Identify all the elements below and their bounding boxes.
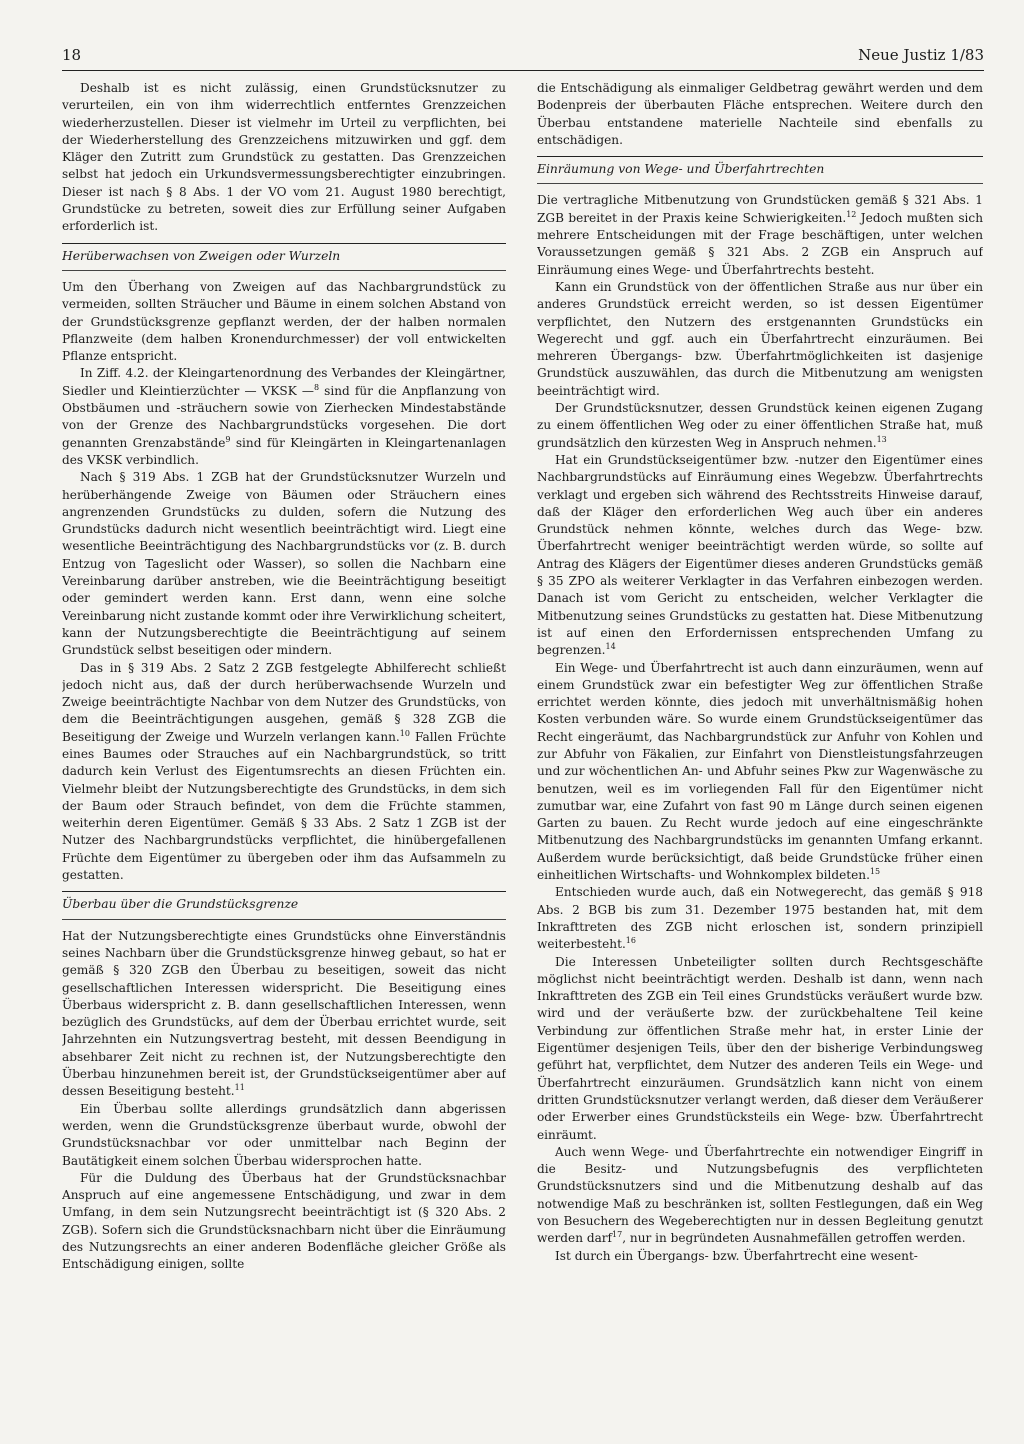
paragraph: Nach § 319 Abs. 1 ZGB hat der Grundstücksnutzer Wurzeln und herüberhängende Zweige von Bäumen oder Sträuchern eines angrenzenden Grundstücks zu dulden, sofern die Nutzung des Grundstücks dadurch nicht wesentlich beeinträchtigt wird. Liegt eine wesentliche Beeinträchtigung des Nachbargrundstücks vor (z. B. durch Entzug von Tageslicht oder Wasser), so sollen die Nachbarn eine Vereinbarung darüber anstreben, wie die Beeinträchtigung beseitigt oder gemindert werden kann. Erst dann, wenn eine solche Vereinbarung nicht zustande kommt oder ihre Verwirklichung scheitert, kann der Nutzungsberechtigte die Beeinträchtigung auf seinem Grundstück selbst beseitigen oder mindern.: [62, 470, 506, 658]
journal-issue: Neue Justiz 1/83: [858, 46, 984, 64]
right-column: [537, 80, 983, 1430]
paragraph: Hat der Nutzungsberechtigte eines Grundstücks ohne Einverständnis seines Nachbarn über die Grundstücksgrenze hinweg gebaut, so hat er gemäß § 320 ZGB den Überbau zu beseitigen, soweit das nicht gesellschaftlichen Interessen widerspricht. Die Beseitigung eines Überbaus widerspricht z. B. dann gesellschaftlichen Interessen, wenn bezüglich des Grundstücks, auf dem der Überbau errichtet wurde, seit Jahrzehnten ein Nutzungsvertrag besteht, mit dessen Beendigung in absehbarer Zeit nicht zu rechnen ist, der Nutzungsberechtigte den Überbau hinzunehmen bereit ist, der Grundstückseigentümer aber auf dessen Beseitigung besteht.$^{11}$: [62, 928, 506, 1099]
section-heading-wegerechte: Einräumung von Wege- und Überfahrtrechten: [537, 156, 983, 184]
paragraph: Das in § 319 Abs. 2 Satz 2 ZGB festgelegte Abhilferecht schließt jedoch nicht aus, daß der durch herüberwachsende Wurzeln und Zweige beeinträchtigte Nachbar von dem Nutzer des Grundstücks, von dem die Beeinträchtigungen ausgehen, gemäß § 328 ZGB die Beseitigung der Zweige und Wurzeln verlangen kann.$^{10}$ Fallen Früchte eines Baumes oder Strauches auf ein Nachbargrundstück, so tritt dadurch kein Verlust des Eigentumsrechts an diesen Früchten ein. Vielmehr bleibt der Nutzungsberechtigte des Grundstücks, in dem sich der Baum oder Strauch befindet, von dem die Früchte stammen, weiterhin deren Eigentümer. Gemäß § 33 Abs. 2 Satz 1 ZGB ist der Nutzer des Nachbargrundstücks verpflichtet, die hinübergefallenen Früchte dem Eigentümer zu übergeben oder ihm das Aufsammeln zu gestatten.: [62, 660, 506, 883]
paragraph: Kann ein Grundstück von der öffentlichen Straße aus nur über ein anderes Grundstück erreicht werden, so ist dessen Eigentümer verpflichtet, den Nutzern des erstgenannten Grundstücks ein Wegerecht und ggf. auch ein Überfahrtrecht einzuräumen. Bei mehreren Übergangs- bzw. Überfahrtmöglichkeiten ist dasjenige Grundstück auszuwählen, das durch die Mitbenutzung am wenigsten beeinträchtigt wird.: [537, 279, 983, 398]
left-column: [62, 80, 506, 1430]
page-header: [62, 44, 984, 71]
footnote-ref: 12: [846, 209, 857, 219]
paragraph: Auch wenn Wege- und Überfahrtrechte ein notwendiger Eingriff in die Besitz- und Nutzungsbefugnis des verpflichteten Grundstücksnutzers sind und die Mitbenutzung deshalb auf das notwendige Maß zu beschränken ist, sollten Festlegungen, daß ein Weg von Besuchern des Wegeberechtigten nur in dessen Begleitung genutzt werden darf$^{17}$, nur in begründeten Ausnahmefällen getroffen werden.: [537, 1144, 983, 1246]
paragraph: Der Grundstücksnutzer, dessen Grundstück keinen eigenen Zugang zu einem öffentlichen Weg oder zu einer öffentlichen Straße hat, muß grundsätzlich den kürzesten Weg in Anspruch nehmen.$^{13}$: [537, 401, 983, 450]
paragraph: In Ziff. 4.2. der Kleingartenordnung des Verbandes der Kleingärtner, Siedler und Kleintierzüchter — VKSK —$^8$ sind für die Anpflanzung von Obstbäumen und -sträuchern sowie von Zierhecken Mindestabstände von der Grenze des Nachbargrundstücks vorgesehen. Die dort genannten Grenzabstände$^9$ sind für Kleingärten in Kleingartenanlagen des VKSK verbindlich.: [62, 366, 506, 467]
paragraph: Ein Überbau sollte allerdings grundsätzlich dann abgerissen werden, wenn die Grundstücksgrenze überbaut wurde, obwohl der Grundstücksnachbar vor oder unmittelbar nach Beginn der Bautätigkeit einem solchen Überbau widersprochen hatte.: [62, 1101, 506, 1168]
page-number: 18: [62, 46, 82, 64]
footnote-ref: 16: [625, 936, 636, 946]
footnote-ref: 9: [225, 434, 231, 444]
paragraph: Die vertragliche Mitbenutzung von Grundstücken gemäß § 321 Abs. 1 ZGB bereitet in der Praxis keine Schwierigkeiten.$^{12}$ Jedoch mußten sich mehrere Entscheidungen mit der Frage beschäftigen, unter welchen Voraussetzungen gemäß § 321 Abs. 2 ZGB ein Anspruch auf Einräumung eines Wege- und Überfahrtrechts besteht.: [537, 193, 983, 277]
footnote-ref: 11: [234, 1083, 245, 1093]
footnote-ref: 14: [605, 642, 616, 652]
paragraph: Um den Überhang von Zweigen auf das Nachbargrundstück zu vermeiden, sollten Sträucher und Bäume in einem solchen Abstand von der Grundstücksgrenze gepflanzt werden, der der halben normalen Pflanzweite (dem halben Kronendurchmesser) der voll entwickelten Pflanze entspricht.: [62, 279, 506, 364]
paragraph: die Entschädigung als einmaliger Geldbetrag gewährt werden und dem Bodenpreis der überbauten Fläche entsprechen. Weitere durch den Überbau entstandene materielle Nachteile sind ebenfalls zu entschädigen.: [537, 81, 983, 147]
paragraph: Hat ein Grundstückseigentümer bzw. -nutzer den Eigentümer eines Nachbargrundstücks auf Einräumung eines Wegebzw. Überfahrtrechts verklagt und ergeben sich während des Rechtsstreits Hinweise darauf, daß der Kläger den erforderlichen Weg auch über ein anderes Grundstück nehmen könnte, welches durch das Wege- bzw. Überfahrtrecht weniger beeinträchtigt werden würde, so sollte auf Antrag des Klägers der Eigentümer dieses anderen Grundstücks gemäß § 35 ZPO als weiterer Verklagter in das Verfahren einbezogen werden. Danach ist vom Gericht zu entscheiden, welcher Verklagter die Mitbenutzung seines Grundstücks zu gestatten hat. Diese Mitbenutzung ist auf einen den Erfordernissen entsprechenden Umfang zu begrenzen.$^{14}$: [537, 452, 983, 658]
paragraph: Ein Wege- und Überfahrtrecht ist auch dann einzuräumen, wenn auf einem Grundstück zwar ein befestigter Weg zur öffentlichen Straße errichtet werden könnte, dies jedoch mit unverhältnismäßig hohen Kosten verbunden wäre. So wurde einem Grundstückseigentümer das Recht eingeräumt, das Nachbargrundstück zur Anfuhr von Kohlen und zur Abfuhr von Fäkalien, zur Einfahrt von Dienstleistungsfahrzeugen und zur wöchentlichen An- und Abfuhr seines Pkw zur Wagenwäsche zu benutzen, weil es im vorliegenden Fall für den Eigentümer nicht zumutbar war, eine Zufahrt von fast 90 m Länge durch seinen eigenen Garten zu bauen. Zu Recht wurde jedoch auf eine eingeschränkte Mitbenutzung des Nachbargrundstücks im genannten Umfang erkannt. Außerdem wurde berücksichtigt, daß beide Grundstücke früher einen einheitlichen Wirtschafts- und Wohnkomplex bildeten.$^{15}$: [537, 660, 983, 883]
paragraph: Für die Duldung des Überbaus hat der Grundstücksnachbar Anspruch auf eine angemessene Entschädigung, und zwar in dem Umfang, in dem sein Nutzungsrecht beeinträchtigt ist (§ 320 Abs. 2 ZGB). Sofern sich die Grundstücksnachbarn nicht über die Einräumung des Nutzungsrechts an einer anderen Bodenfläche gleicher Größe als Entschädigung einigen, sollte: [62, 1170, 506, 1272]
section-heading-ueberbau: Überbau über die Grundstücksgrenze: [62, 891, 506, 919]
paragraph: Deshalb ist es nicht zulässig, einen Grundstücksnutzer zu verurteilen, ein von ihm widerrechtlich entferntes Grenzzeichen wiederherzustellen. Dieser ist vielmehr im Urteil zu verpflichten, bei der Wiederherstellung des Grenzzeichens mitzuwirken und ggf. dem Kläger den Zutritt zum Grundstück zu gestatten. Das Grenzzeichen selbst hat jedoch ein Urkundsvermessungsberechtigter einzubringen. Dieser ist nach § 8 Abs. 1 der VO vom 21. August 1980 berechtigt, Grundstücke zu betreten, soweit dies zur Erfüllung seiner Aufgaben erforderlich ist.: [62, 81, 506, 234]
paragraph: Ist durch ein Übergangs- bzw. Überfahrtrecht eine wesent-: [555, 1248, 918, 1263]
footnote-ref: 13: [876, 434, 887, 444]
footnote-ref: 17: [612, 1230, 623, 1240]
paragraph: Entschieden wurde auch, daß ein Notwegerecht, das gemäß § 918 Abs. 2 BGB bis zum 31. Dezember 1975 bestanden hat, mit dem Inkrafttreten des ZGB nicht erloschen ist, sondern prinzipiell weiterbesteht.$^{16}$: [537, 885, 983, 952]
section-heading-zweige: Herüberwachsen von Zweigen oder Wurzeln: [62, 243, 506, 271]
footnote-ref: 10: [399, 728, 410, 738]
footnote-ref: 8: [313, 382, 320, 392]
footnote-ref: 15: [869, 867, 881, 877]
paragraph: Die Interessen Unbeteiligter sollten durch Rechtsgeschäfte möglichst nicht beeinträchtigt werden. Deshalb ist dann, wenn nach Inkrafttreten des ZGB ein Teil eines Grundstücks veräußert wurde bzw. wird und der veräußerte bzw. der zurückbehaltene Teil keine Verbindung zur öffentlichen Straße mehr hat, in erster Linie der Eigentümer desjenigen Teils, über den der bisherige Verbindungsweg geführt hat, verpflichtet, dem Nutzer des anderen Teils ein Wege- und Überfahrtrecht einzuräumen. Grundsätzlich kann nicht von einem dritten Grundstücksnutzer verlangt werden, daß dieser dem Veräußerer oder Erwerber eines Grundstücksteils ein Wege- bzw. Überfahrtrecht einräumt.: [537, 954, 983, 1142]
